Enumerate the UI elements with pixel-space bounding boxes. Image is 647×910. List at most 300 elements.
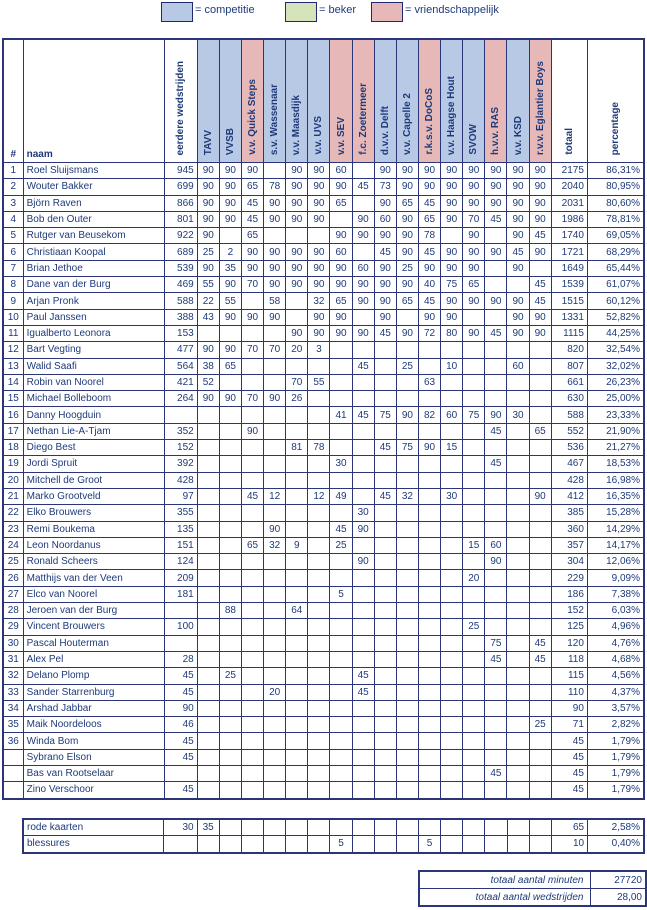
percentage: 1,79% <box>587 749 644 765</box>
match-minutes <box>264 570 286 586</box>
match-minutes <box>507 537 529 553</box>
extra-row <box>23 819 644 836</box>
match-minutes <box>463 586 485 602</box>
match-minutes: 90 <box>264 195 286 211</box>
match-minutes <box>529 391 551 407</box>
match-minutes: 90 <box>352 277 374 293</box>
row-index: 11 <box>3 325 23 341</box>
match-minutes <box>286 836 308 853</box>
match-minutes: 30 <box>507 407 529 423</box>
total-minutes: 1986 <box>551 211 587 227</box>
match-minutes <box>241 836 263 853</box>
match-minutes <box>197 586 219 602</box>
row-index <box>3 749 23 765</box>
row-index: 20 <box>3 472 23 488</box>
match-minutes <box>485 603 507 619</box>
match-minutes: 90 <box>529 211 551 227</box>
match-minutes <box>463 554 485 570</box>
match-minutes <box>441 765 463 781</box>
match-minutes: 45 <box>529 651 551 667</box>
match-minutes: 9 <box>286 537 308 553</box>
previous-matches: 477 <box>164 342 197 358</box>
match-minutes <box>507 668 529 684</box>
match-minutes <box>507 521 529 537</box>
previous-matches: 45 <box>164 733 197 749</box>
header-match: r.v.v. Eglantier Boys <box>529 39 551 163</box>
match-minutes: 45 <box>374 244 396 260</box>
match-minutes <box>396 570 418 586</box>
match-minutes <box>330 570 352 586</box>
match-minutes: 90 <box>396 179 418 195</box>
match-minutes <box>219 488 241 504</box>
match-minutes <box>507 684 529 700</box>
match-minutes <box>374 700 396 716</box>
table-row <box>3 374 644 390</box>
match-minutes <box>330 668 352 684</box>
legend-swatch-competitie <box>161 2 193 22</box>
match-minutes <box>197 619 219 635</box>
match-minutes <box>463 717 485 733</box>
total-minutes: 385 <box>551 505 587 521</box>
player-name: Bob den Outer <box>23 211 164 227</box>
match-minutes <box>219 749 241 765</box>
match-minutes <box>308 619 330 635</box>
total-minutes: 304 <box>551 554 587 570</box>
match-minutes <box>286 570 308 586</box>
match-minutes <box>197 554 219 570</box>
match-minutes <box>286 668 308 684</box>
match-minutes <box>485 733 507 749</box>
header-row <box>3 39 644 163</box>
match-minutes <box>418 358 440 374</box>
match-minutes: 90 <box>286 163 308 179</box>
match-minutes: 90 <box>529 163 551 179</box>
match-minutes <box>374 521 396 537</box>
match-minutes: 90 <box>507 260 529 276</box>
match-minutes: 45 <box>529 228 551 244</box>
header-match: v.v. Capelle 2 <box>396 39 418 163</box>
total-minutes: 152 <box>551 603 587 619</box>
match-minutes <box>485 700 507 716</box>
percentage: 65,44% <box>587 260 644 276</box>
match-minutes: 90 <box>264 391 286 407</box>
match-minutes <box>485 440 507 456</box>
total-minutes: 661 <box>551 374 587 390</box>
table-row <box>3 179 644 195</box>
match-minutes <box>352 472 374 488</box>
percentage: 1,79% <box>587 782 644 799</box>
match-minutes <box>352 537 374 553</box>
match-minutes <box>529 342 551 358</box>
table-row <box>3 277 644 293</box>
row-index: 26 <box>3 570 23 586</box>
match-minutes <box>352 488 374 504</box>
match-minutes <box>507 505 529 521</box>
match-minutes <box>529 472 551 488</box>
match-minutes <box>308 228 330 244</box>
match-minutes <box>197 505 219 521</box>
row-index: 22 <box>3 505 23 521</box>
match-minutes: 90 <box>264 521 286 537</box>
match-minutes: 90 <box>286 325 308 341</box>
match-minutes: 90 <box>330 179 352 195</box>
row-index: 4 <box>3 211 23 227</box>
match-minutes <box>485 374 507 390</box>
previous-matches: 866 <box>164 195 197 211</box>
table-row <box>3 765 644 781</box>
match-minutes <box>241 293 263 309</box>
percentage: 4,76% <box>587 635 644 651</box>
match-minutes <box>286 749 308 765</box>
match-minutes <box>352 836 374 853</box>
row-index: 18 <box>3 440 23 456</box>
match-minutes <box>485 836 507 853</box>
table-row <box>3 521 644 537</box>
match-minutes: 90 <box>308 211 330 227</box>
match-minutes <box>529 407 551 423</box>
total-minutes: 1539 <box>551 277 587 293</box>
match-minutes: 60 <box>330 244 352 260</box>
match-minutes: 60 <box>485 537 507 553</box>
match-minutes: 90 <box>507 325 529 341</box>
table-row <box>3 651 644 667</box>
previous-matches: 45 <box>164 782 197 799</box>
match-minutes: 38 <box>197 358 219 374</box>
match-minutes <box>529 537 551 553</box>
percentage: 14,29% <box>587 521 644 537</box>
match-minutes <box>330 700 352 716</box>
total-minutes: 467 <box>551 456 587 472</box>
match-minutes <box>197 684 219 700</box>
match-minutes <box>507 700 529 716</box>
legend-label: = competitie <box>195 4 255 16</box>
match-minutes <box>463 749 485 765</box>
total-minutes: 45 <box>551 782 587 799</box>
match-minutes <box>463 472 485 488</box>
match-minutes <box>529 733 551 749</box>
match-minutes: 25 <box>529 717 551 733</box>
match-minutes <box>463 836 485 853</box>
previous-matches: 388 <box>164 309 197 325</box>
match-minutes <box>374 358 396 374</box>
match-minutes <box>485 391 507 407</box>
match-minutes <box>197 603 219 619</box>
match-minutes <box>330 342 352 358</box>
match-minutes <box>308 554 330 570</box>
match-minutes: 22 <box>197 293 219 309</box>
total-minutes: 357 <box>551 537 587 553</box>
total-minutes: 65 <box>551 819 587 836</box>
match-minutes: 35 <box>219 260 241 276</box>
match-minutes <box>374 819 396 836</box>
match-minutes <box>485 819 507 836</box>
match-minutes <box>463 440 485 456</box>
row-index: 16 <box>3 407 23 423</box>
previous-matches: 181 <box>164 586 197 602</box>
match-minutes: 90 <box>441 293 463 309</box>
match-minutes: 75 <box>485 635 507 651</box>
match-minutes <box>441 836 463 853</box>
total-minutes: 552 <box>551 423 587 439</box>
match-minutes <box>396 700 418 716</box>
match-minutes <box>286 423 308 439</box>
total-minutes: 118 <box>551 651 587 667</box>
match-minutes <box>418 521 440 537</box>
match-minutes: 30 <box>352 505 374 521</box>
row-index: 5 <box>3 228 23 244</box>
match-minutes: 12 <box>308 488 330 504</box>
player-name: Robin van Noorel <box>23 374 164 390</box>
match-minutes <box>241 472 263 488</box>
match-minutes: 45 <box>485 325 507 341</box>
total-minutes: 807 <box>551 358 587 374</box>
match-minutes <box>308 472 330 488</box>
header-match: h.v.v. RAS <box>485 39 507 163</box>
match-minutes: 70 <box>241 277 263 293</box>
row-index: 36 <box>3 733 23 749</box>
match-minutes <box>308 603 330 619</box>
match-minutes <box>264 586 286 602</box>
match-minutes: 90 <box>463 228 485 244</box>
match-minutes <box>485 277 507 293</box>
match-minutes <box>529 521 551 537</box>
match-minutes: 90 <box>219 342 241 358</box>
header-match: s.v. Wassenaar <box>264 39 286 163</box>
percentage: 78,81% <box>587 211 644 227</box>
percentage: 18,53% <box>587 456 644 472</box>
match-minutes <box>352 374 374 390</box>
match-minutes <box>418 619 440 635</box>
match-minutes <box>374 456 396 472</box>
match-minutes <box>352 440 374 456</box>
table-row <box>3 228 644 244</box>
match-minutes: 90 <box>374 309 396 325</box>
match-minutes <box>264 407 286 423</box>
match-minutes <box>197 700 219 716</box>
match-minutes <box>396 819 418 836</box>
match-minutes <box>396 521 418 537</box>
table-row <box>3 488 644 504</box>
match-minutes <box>286 228 308 244</box>
match-minutes: 81 <box>286 440 308 456</box>
totals-table <box>418 870 647 907</box>
match-minutes: 90 <box>241 423 263 439</box>
match-minutes: 90 <box>352 554 374 570</box>
match-minutes <box>219 717 241 733</box>
match-minutes <box>241 456 263 472</box>
match-minutes <box>352 244 374 260</box>
match-minutes: 90 <box>219 211 241 227</box>
match-minutes <box>374 635 396 651</box>
percentage: 52,82% <box>587 309 644 325</box>
match-minutes <box>485 619 507 635</box>
previous-matches: 45 <box>164 668 197 684</box>
header-percentage: percentage <box>587 39 644 163</box>
match-minutes <box>374 684 396 700</box>
percentage: 9,09% <box>587 570 644 586</box>
match-minutes: 90 <box>308 244 330 260</box>
percentage: 25,00% <box>587 391 644 407</box>
match-minutes: 90 <box>529 195 551 211</box>
match-minutes: 90 <box>308 309 330 325</box>
match-minutes: 32 <box>396 488 418 504</box>
match-minutes <box>396 668 418 684</box>
match-minutes <box>241 819 263 836</box>
match-minutes <box>396 309 418 325</box>
match-minutes <box>330 603 352 619</box>
match-minutes: 55 <box>197 277 219 293</box>
percentage: 32,02% <box>587 358 644 374</box>
match-minutes <box>418 765 440 781</box>
match-minutes <box>219 782 241 799</box>
match-minutes: 90 <box>374 163 396 179</box>
match-minutes <box>529 505 551 521</box>
match-minutes <box>396 603 418 619</box>
match-minutes <box>264 819 286 836</box>
match-minutes <box>352 635 374 651</box>
match-minutes: 25 <box>396 358 418 374</box>
player-name: Marko Grootveld <box>23 488 164 504</box>
table-row <box>3 554 644 570</box>
previous-matches: 469 <box>164 277 197 293</box>
match-minutes: 90 <box>374 293 396 309</box>
match-minutes <box>418 651 440 667</box>
match-minutes <box>418 488 440 504</box>
match-minutes: 73 <box>374 179 396 195</box>
row-index: 24 <box>3 537 23 553</box>
percentage: 15,28% <box>587 505 644 521</box>
match-minutes <box>286 733 308 749</box>
header-index: # <box>3 39 23 163</box>
match-minutes <box>507 749 529 765</box>
table-row <box>3 603 644 619</box>
match-minutes: 72 <box>418 325 440 341</box>
match-minutes <box>374 782 396 799</box>
match-minutes <box>507 619 529 635</box>
match-minutes <box>441 635 463 651</box>
match-minutes: 90 <box>308 260 330 276</box>
match-minutes: 65 <box>418 211 440 227</box>
total-minutes: 186 <box>551 586 587 602</box>
match-minutes <box>241 407 263 423</box>
match-minutes: 45 <box>485 211 507 227</box>
match-minutes: 90 <box>308 179 330 195</box>
match-minutes <box>219 228 241 244</box>
match-minutes <box>507 651 529 667</box>
match-minutes <box>219 505 241 521</box>
match-minutes <box>396 554 418 570</box>
match-minutes: 60 <box>507 358 529 374</box>
match-minutes <box>286 717 308 733</box>
match-minutes <box>463 505 485 521</box>
match-minutes <box>529 819 551 836</box>
player-name: Pascal Houterman <box>23 635 164 651</box>
match-minutes <box>308 733 330 749</box>
match-minutes <box>374 570 396 586</box>
match-minutes: 90 <box>418 309 440 325</box>
match-minutes <box>241 700 263 716</box>
table-row <box>3 619 644 635</box>
match-minutes <box>264 472 286 488</box>
extra-label: rode kaarten <box>23 819 164 836</box>
match-minutes <box>330 782 352 799</box>
match-minutes <box>441 717 463 733</box>
match-minutes: 55 <box>308 374 330 390</box>
match-minutes <box>485 684 507 700</box>
match-minutes <box>441 819 463 836</box>
match-minutes <box>197 635 219 651</box>
match-minutes <box>374 423 396 439</box>
match-minutes <box>374 374 396 390</box>
match-minutes <box>219 325 241 341</box>
match-minutes <box>374 619 396 635</box>
match-minutes: 45 <box>418 195 440 211</box>
match-minutes <box>264 456 286 472</box>
player-name: Maik Noordeloos <box>23 717 164 733</box>
match-minutes <box>197 782 219 799</box>
total-minutes: 1515 <box>551 293 587 309</box>
header-match: v.v. Quick Steps <box>241 39 263 163</box>
match-minutes: 90 <box>374 260 396 276</box>
match-minutes: 20 <box>463 570 485 586</box>
match-minutes <box>286 684 308 700</box>
table-row <box>3 668 644 684</box>
match-minutes <box>529 836 551 853</box>
match-minutes: 20 <box>286 342 308 358</box>
match-minutes: 70 <box>286 374 308 390</box>
match-minutes <box>352 603 374 619</box>
match-minutes <box>308 570 330 586</box>
match-minutes <box>264 836 286 853</box>
match-minutes: 90 <box>308 163 330 179</box>
total-minutes: 71 <box>551 717 587 733</box>
match-minutes: 90 <box>308 325 330 341</box>
match-minutes <box>396 651 418 667</box>
match-minutes <box>264 733 286 749</box>
match-minutes <box>219 819 241 836</box>
match-minutes <box>463 358 485 374</box>
match-minutes: 90 <box>529 309 551 325</box>
match-minutes <box>286 505 308 521</box>
match-minutes: 65 <box>396 195 418 211</box>
match-minutes <box>529 358 551 374</box>
match-minutes <box>441 700 463 716</box>
row-index: 35 <box>3 717 23 733</box>
player-name: Igualberto Leonora <box>23 325 164 341</box>
match-minutes <box>264 374 286 390</box>
match-minutes: 45 <box>418 244 440 260</box>
total-minutes: 2031 <box>551 195 587 211</box>
match-minutes <box>374 586 396 602</box>
match-minutes: 90 <box>330 309 352 325</box>
match-minutes <box>352 586 374 602</box>
match-minutes: 30 <box>330 456 352 472</box>
match-minutes: 45 <box>529 277 551 293</box>
match-minutes <box>529 668 551 684</box>
match-minutes <box>396 733 418 749</box>
match-minutes <box>463 819 485 836</box>
match-minutes <box>396 717 418 733</box>
percentage: 61,07% <box>587 277 644 293</box>
match-minutes: 5 <box>419 836 441 853</box>
match-minutes <box>352 717 374 733</box>
header-match: SVOW <box>463 39 485 163</box>
player-name: Winda Bom <box>23 733 164 749</box>
previous-matches <box>164 836 197 853</box>
match-minutes: 90 <box>485 195 507 211</box>
match-minutes <box>507 456 529 472</box>
percentage: 16,98% <box>587 472 644 488</box>
